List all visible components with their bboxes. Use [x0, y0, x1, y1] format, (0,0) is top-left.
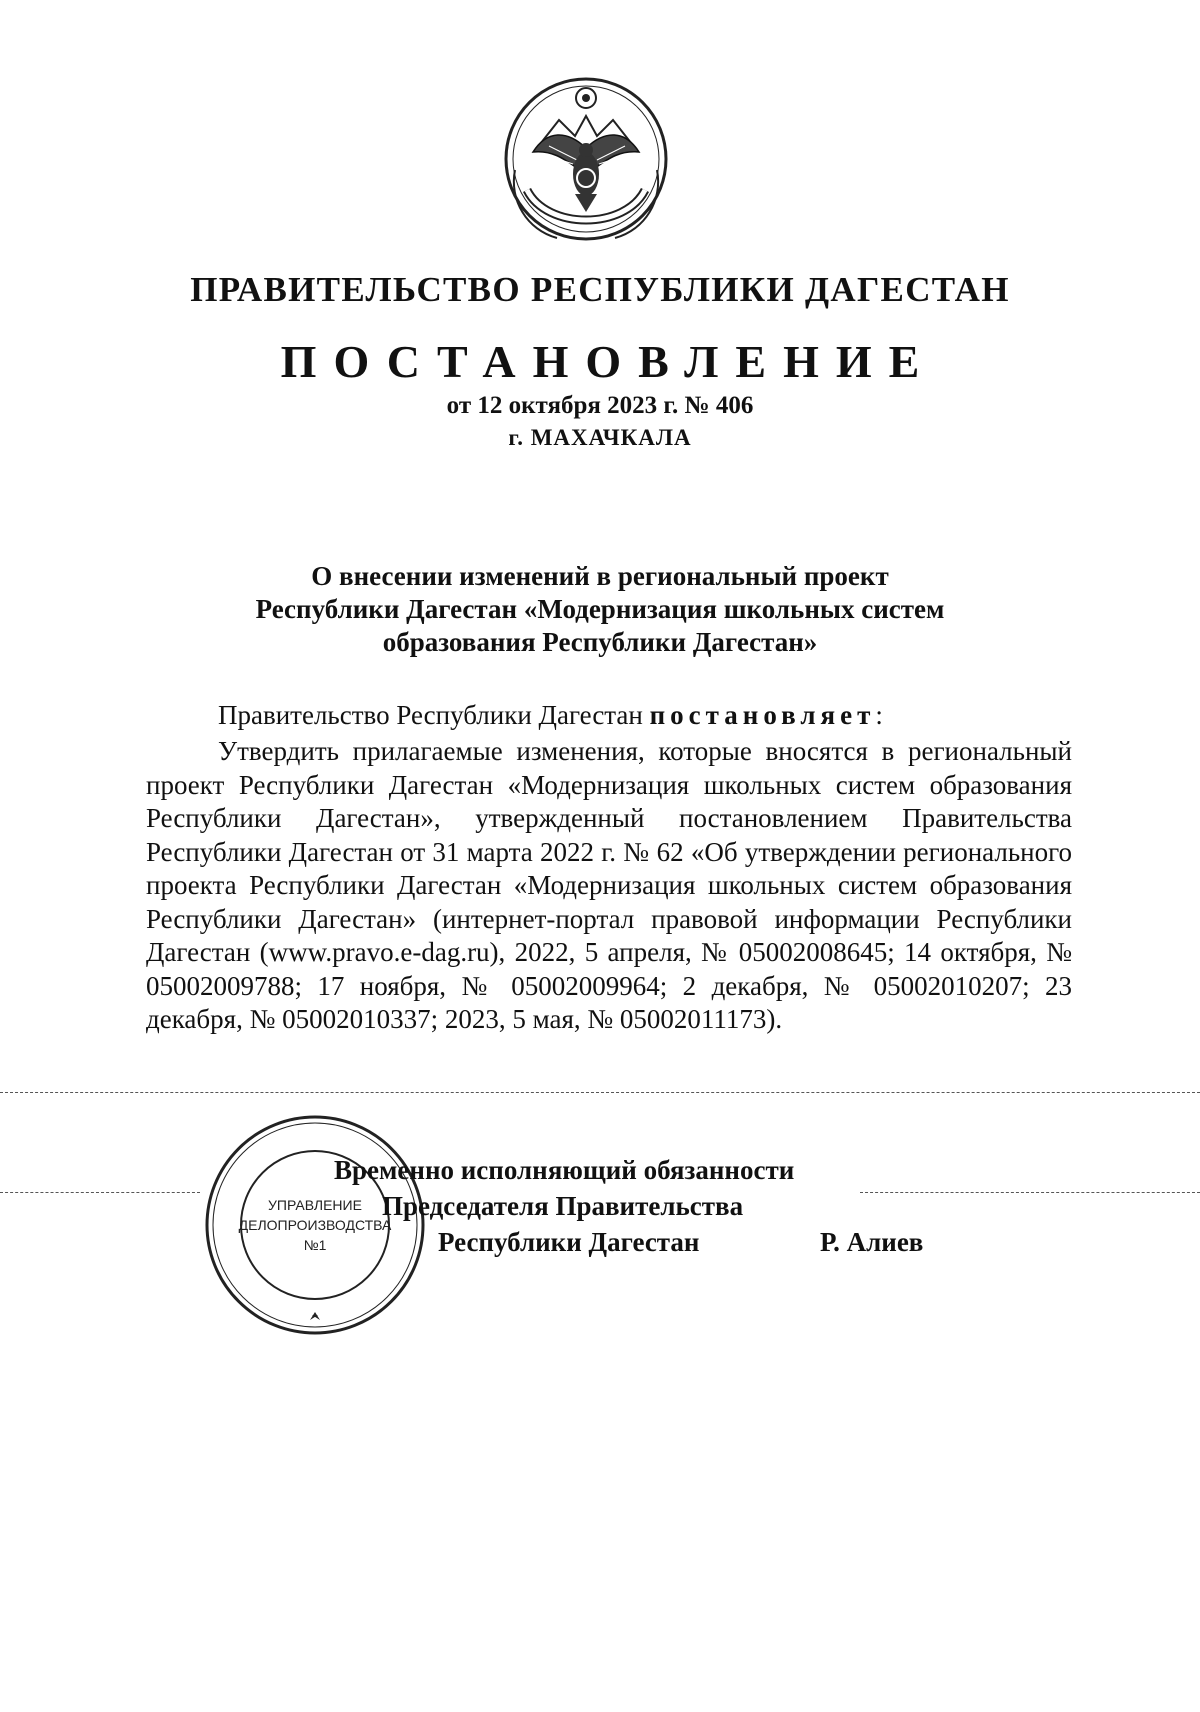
preamble-verb: постановляет: [649, 700, 876, 730]
stamp-center-text: [200, 1110, 430, 1340]
preamble-colon: :: [875, 700, 883, 730]
preamble: [218, 700, 883, 731]
document-subject: [0, 560, 1200, 659]
scan-line: [860, 1192, 1200, 1193]
preamble-text: Правительство Республики Дагестан: [218, 700, 650, 730]
signatory-title-line2: Председателя Правительства: [382, 1191, 744, 1221]
signatory-title-line3: Республики Дагестан: [438, 1227, 700, 1257]
scan-line: [0, 1192, 200, 1193]
subject-line: образования Республики Дагестан»: [382, 627, 818, 657]
stamp-line: №1: [303, 1237, 327, 1253]
document-type-title: ПОСТАНОВЛЕНИЕ: [280, 336, 937, 387]
stamp-line: УПРАВЛЕНИЕ: [268, 1197, 362, 1213]
document-date-number: от 12 октября 2023 г. № 406: [446, 392, 754, 419]
stamp-line: ДЕЛОПРОИЗВОДСТВА: [238, 1217, 392, 1233]
subject-line: О внесении изменений в региональный проект: [311, 561, 889, 591]
scan-line: [0, 1092, 1200, 1093]
signatory-title-line1: Временно исполняющий обязанности: [334, 1155, 795, 1185]
document-city: г. МАХАЧКАЛА: [508, 425, 692, 450]
subject-line: Республики Дагестан «Модернизация школьных систем: [255, 594, 945, 624]
signatory-name: Р. Алиев: [820, 1227, 924, 1257]
coat-of-arms-icon: [497, 70, 675, 248]
government-name: ПРАВИТЕЛЬСТВО РЕСПУБЛИКИ ДАГЕСТАН: [190, 270, 1010, 309]
body-paragraph: Утвердить прилагаемые изменения, которые вносятся в региональный проект Республики Дагестан «Модернизация школьных систем образования Республики Дагестан», утвержденный постановлением Правительства Республики Дагестан от 31 марта 2022 г. № 62 «Об утверждении регионального проекта Республики Дагестан «Модернизация школьных систем образования Республики Дагестан» (интернет-портал правовой информации Республики Дагестан (www.pravo.e-dag.ru), 2022, 5 апреля, № 05002008645; 14 октября, № 05002009788; 17 ноября, № 05002009964; 2 декабря, № 05002010207; 23 декабря, № 05002010337; 2023, 5 мая, № 05002011173).: [146, 736, 1072, 1034]
